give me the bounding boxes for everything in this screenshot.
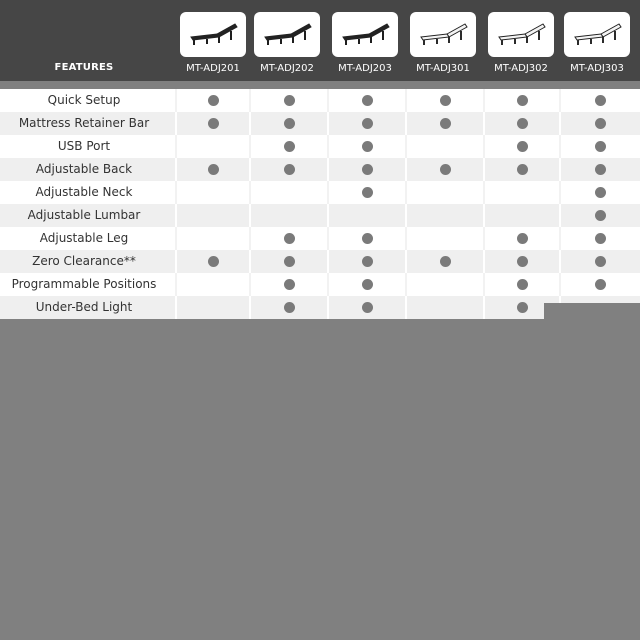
bed-thumbnail <box>564 12 630 57</box>
column-divider <box>175 273 177 296</box>
column-divider <box>249 250 251 273</box>
column-divider <box>405 112 407 135</box>
column-divider <box>249 273 251 296</box>
feature-label: Adjustable Back <box>35 162 133 176</box>
model-name: MT-ADJ302 <box>494 63 548 74</box>
blank-area <box>0 320 640 640</box>
column-divider <box>327 273 329 296</box>
feature-available-dot <box>362 164 373 175</box>
feature-label: Programmable Positions <box>11 277 157 291</box>
column-divider <box>405 296 407 319</box>
column-divider <box>327 89 329 112</box>
column-divider <box>327 135 329 158</box>
column-divider <box>559 204 561 227</box>
table-header <box>0 0 640 81</box>
column-divider <box>327 296 329 319</box>
column-divider <box>327 181 329 204</box>
feature-available-dot <box>362 118 373 129</box>
column-divider <box>559 112 561 135</box>
column-divider <box>483 89 485 112</box>
column-divider <box>559 135 561 158</box>
column-divider <box>405 227 407 250</box>
feature-available-dot <box>440 256 451 267</box>
bed-thumbnail <box>488 12 554 57</box>
feature-available-dot <box>595 164 606 175</box>
feature-available-dot <box>284 95 295 106</box>
feature-label: Mattress Retainer Bar <box>18 116 150 130</box>
model-name: MT-ADJ202 <box>260 63 314 74</box>
adjustable-bed-black-icon <box>187 18 239 52</box>
feature-row <box>0 250 640 273</box>
feature-available-dot <box>284 118 295 129</box>
bed-thumbnail <box>332 12 398 57</box>
feature-row <box>0 204 640 227</box>
column-divider <box>175 227 177 250</box>
column-divider <box>405 135 407 158</box>
feature-available-dot <box>517 302 528 313</box>
feature-available-dot <box>517 95 528 106</box>
column-divider <box>327 204 329 227</box>
column-divider <box>405 181 407 204</box>
column-divider <box>175 135 177 158</box>
feature-label: Zero Clearance** <box>32 254 136 268</box>
column-divider <box>175 112 177 135</box>
feature-available-dot <box>362 256 373 267</box>
column-divider <box>249 204 251 227</box>
column-divider <box>559 89 561 112</box>
model-column-header <box>407 0 483 81</box>
feature-available-dot <box>362 187 373 198</box>
feature-available-dot <box>284 256 295 267</box>
adjustable-bed-white-icon <box>571 18 623 52</box>
feature-available-dot <box>362 141 373 152</box>
feature-label: USB Port <box>57 139 111 153</box>
feature-available-dot <box>362 95 373 106</box>
feature-row <box>0 89 640 112</box>
adjustable-bed-black-icon <box>261 18 313 52</box>
column-divider <box>405 204 407 227</box>
bed-thumbnail <box>410 12 476 57</box>
column-divider <box>175 158 177 181</box>
column-divider <box>483 135 485 158</box>
feature-row <box>0 158 640 181</box>
feature-available-dot <box>595 187 606 198</box>
column-divider <box>559 158 561 181</box>
column-divider <box>327 250 329 273</box>
features-column-header: FEATURES <box>54 62 114 73</box>
feature-available-dot <box>284 141 295 152</box>
column-divider <box>559 227 561 250</box>
column-divider <box>483 158 485 181</box>
feature-available-dot <box>595 233 606 244</box>
feature-available-dot <box>517 233 528 244</box>
feature-available-dot <box>440 164 451 175</box>
feature-available-dot <box>440 118 451 129</box>
feature-available-dot <box>595 279 606 290</box>
column-divider <box>175 89 177 112</box>
feature-available-dot <box>517 164 528 175</box>
column-divider <box>483 296 485 319</box>
model-column-header <box>485 0 561 81</box>
model-name: MT-ADJ203 <box>338 63 392 74</box>
column-divider <box>559 250 561 273</box>
feature-available-dot <box>208 118 219 129</box>
model-name: MT-ADJ301 <box>416 63 470 74</box>
feature-available-dot <box>284 233 295 244</box>
column-divider <box>175 296 177 319</box>
column-divider <box>327 227 329 250</box>
column-divider <box>559 181 561 204</box>
column-divider <box>405 250 407 273</box>
model-column-header <box>177 0 253 81</box>
feature-label: Adjustable Leg <box>39 231 129 245</box>
column-divider <box>249 135 251 158</box>
feature-available-dot <box>595 210 606 221</box>
adjustable-bed-black-icon <box>339 18 391 52</box>
feature-available-dot <box>595 141 606 152</box>
model-column-header <box>329 0 405 81</box>
column-divider <box>559 273 561 296</box>
feature-available-dot <box>517 279 528 290</box>
column-divider <box>249 89 251 112</box>
column-divider <box>405 273 407 296</box>
feature-row <box>0 181 640 204</box>
model-name: MT-ADJ201 <box>186 63 240 74</box>
column-divider <box>175 204 177 227</box>
feature-row <box>0 112 640 135</box>
column-divider <box>483 250 485 273</box>
feature-available-dot <box>517 256 528 267</box>
feature-available-dot <box>208 256 219 267</box>
model-column-header <box>561 0 637 81</box>
column-divider <box>483 227 485 250</box>
feature-row <box>0 135 640 158</box>
column-divider <box>175 250 177 273</box>
feature-label: Adjustable Lumbar <box>27 208 141 222</box>
column-divider <box>327 112 329 135</box>
feature-label: Adjustable Neck <box>35 185 133 199</box>
feature-available-dot <box>362 233 373 244</box>
column-divider <box>249 158 251 181</box>
column-divider <box>175 181 177 204</box>
bed-thumbnail <box>254 12 320 57</box>
adjustable-bed-white-icon <box>495 18 547 52</box>
feature-available-dot <box>362 279 373 290</box>
feature-available-dot <box>362 302 373 313</box>
feature-row <box>0 273 640 296</box>
column-divider <box>405 89 407 112</box>
column-divider <box>483 181 485 204</box>
feature-available-dot <box>208 164 219 175</box>
column-divider <box>249 181 251 204</box>
feature-available-dot <box>208 95 219 106</box>
cropped-corner <box>544 303 640 323</box>
feature-label: Quick Setup <box>47 93 121 107</box>
model-name: MT-ADJ303 <box>570 63 624 74</box>
bed-thumbnail <box>180 12 246 57</box>
adjustable-bed-white-icon <box>417 18 469 52</box>
feature-available-dot <box>284 302 295 313</box>
feature-available-dot <box>595 256 606 267</box>
model-column-header <box>251 0 327 81</box>
feature-available-dot <box>595 95 606 106</box>
feature-row <box>0 227 640 250</box>
feature-available-dot <box>284 279 295 290</box>
column-divider <box>327 158 329 181</box>
feature-label: Under-Bed Light <box>35 300 133 314</box>
column-divider <box>249 296 251 319</box>
column-divider <box>483 273 485 296</box>
feature-available-dot <box>517 141 528 152</box>
feature-available-dot <box>284 164 295 175</box>
feature-available-dot <box>440 95 451 106</box>
feature-available-dot <box>517 118 528 129</box>
feature-available-dot <box>595 118 606 129</box>
column-divider <box>405 158 407 181</box>
column-divider <box>249 112 251 135</box>
column-divider <box>483 112 485 135</box>
column-divider <box>249 227 251 250</box>
column-divider <box>483 204 485 227</box>
